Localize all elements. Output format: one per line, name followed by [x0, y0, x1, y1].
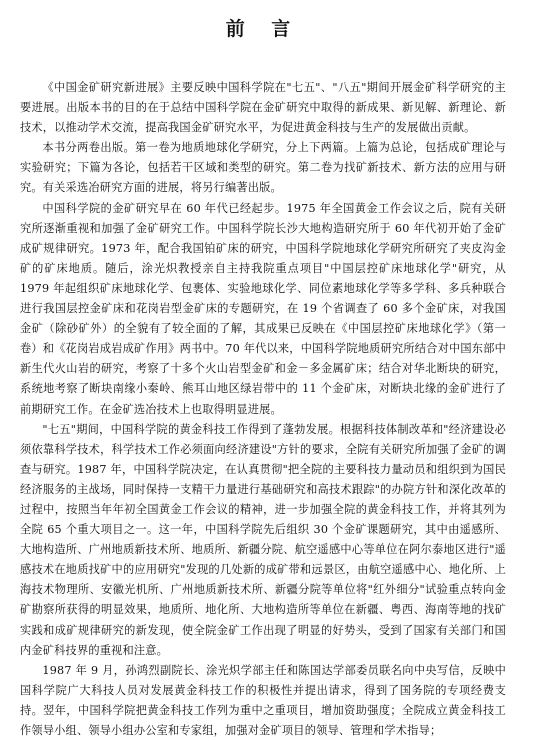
paragraph-2: 本书分两卷出版。第一卷为地质地球化学研究，分上下两篇。上篇为总论，包括成矿理论与实验研究；下篇为各论，包括若干区域和类型的研究。第二卷为找矿新技术、新方法的应用与研究。有关采选冶研究方面的进展，将另行编著出版。 [20, 141, 506, 195]
paragraph-3: 中国科学院的金矿研究早在 60 年代已经起步。1975 年全国黄金工作会议之后，院有关研究所逐渐重视和加强了金矿研究工作。中国科学院长沙大地构造研究所于 60 年代初开始了金矿成矿规律研究。1973 年，配合我国铂矿床的研究，中国科学院地球化学研究所研究了夹皮沟金矿的矿床地质。随后，涂光炽教授亲自主持我院重点项目"中国层控矿床地球化学"研究，从 1979 年起组织矿床地球化学、包裹体、实验地球化学、同位素地球化学等多学科、多兵种联合进行我国层控金矿床和花岗岩型金矿床的专题研究，在 19 个省调查了 60 多个金矿床，对我国金矿（除砂矿外）的全貌有了较全面的了解，其成果已反映在《中国层控矿床地球化学》（第一卷）和《花岗岩成岩成矿作用》两书中。70 年代以来，中国科学院地质研究所结合对中国东部中新生代火山岩的研究，考察了十多个火山岩型金矿和金－多金属矿床；结合对华北断块的研究，系统地考察了断块南缘小秦岭、熊耳山地区绿岩带中的 11 个金矿床，对断块北缘的金矿进行了前期研究工作。在金矿选冶技术上也取得明显进展。 [20, 201, 506, 416]
paragraph-1: 《中国金矿研究新进展》主要反映中国科学院在"七五"、"八五"期间开展金矿科学研究的主要进展。出版本书的目的在于总结中国科学院在金矿研究中取得的新成果、新见解、新理论、新技术，以推动学术交流，提高我国金矿研究水平，为促进黄金科技与生产的发展做出贡献。 [20, 81, 506, 135]
preface-body [20, 78, 506, 741]
page-title: 前 言 [225, 18, 301, 40]
paragraph-5: 1987 年 9 月，孙鸿烈副院长、涂光炽学部主任和陈国达学部委员联名向中央写信，反映中国科学院广大科技人员对发展黄金科技工作的积极性并提出请求，得到了国务院的专项经费支持。翌年，中国科学院把黄金科技工作列为重中之重项目，增加资助强度；全院成立黄金科技工作领导小组、领导小组办公室和专家组，加强对金矿项目的领导、管理和学术指导； [20, 663, 506, 737]
paragraph-4: "七五"期间，中国科学院的黄金科技工作得到了蓬勃发展。根据科技体制改革和"经济建设必须依靠科学技术，科学技术工作必须面向经济建设"方针的要求，全院有关研究所加强了金矿的调查与研究。1987 年，中国科学院决定，在认真贯彻"把全院的主要科技力量动员和组织到为国民经济服务的主战场，同时保持一支精干力量进行基础研究和高技术跟踪"的办院方针和深化改革的过程中，按照当年年初全国黄金工作会议的精神，进一步加强全院的黄金科技工作，并将其列为全院 65 个重大项目之一。这一年，中国科学院先后组织 30 个金矿课题研究，其中由遥感所、大地构造所、广州地质新技术所、地质所、新疆分院、航空遥感中心等单位在阿尔泰地区进行"遥感技术在地质找矿中的应用研究"发现的几处新的成矿带和远景区，由航空遥感中心、地化所、上海技术物理所、安徽光机所、广州地质新技术所、新疆分院等单位将"红外细分"试验重点转向金矿勘察所获得的明显效果，地质所、地化所、大地构造所等单位在新疆、粤西、海南等地的找矿实践和成矿规律研究的新发现，使全院金矿工作出现了明显的好势头，受到了国家有关部门和国内金矿科技界的重视和注意。 [20, 422, 506, 657]
